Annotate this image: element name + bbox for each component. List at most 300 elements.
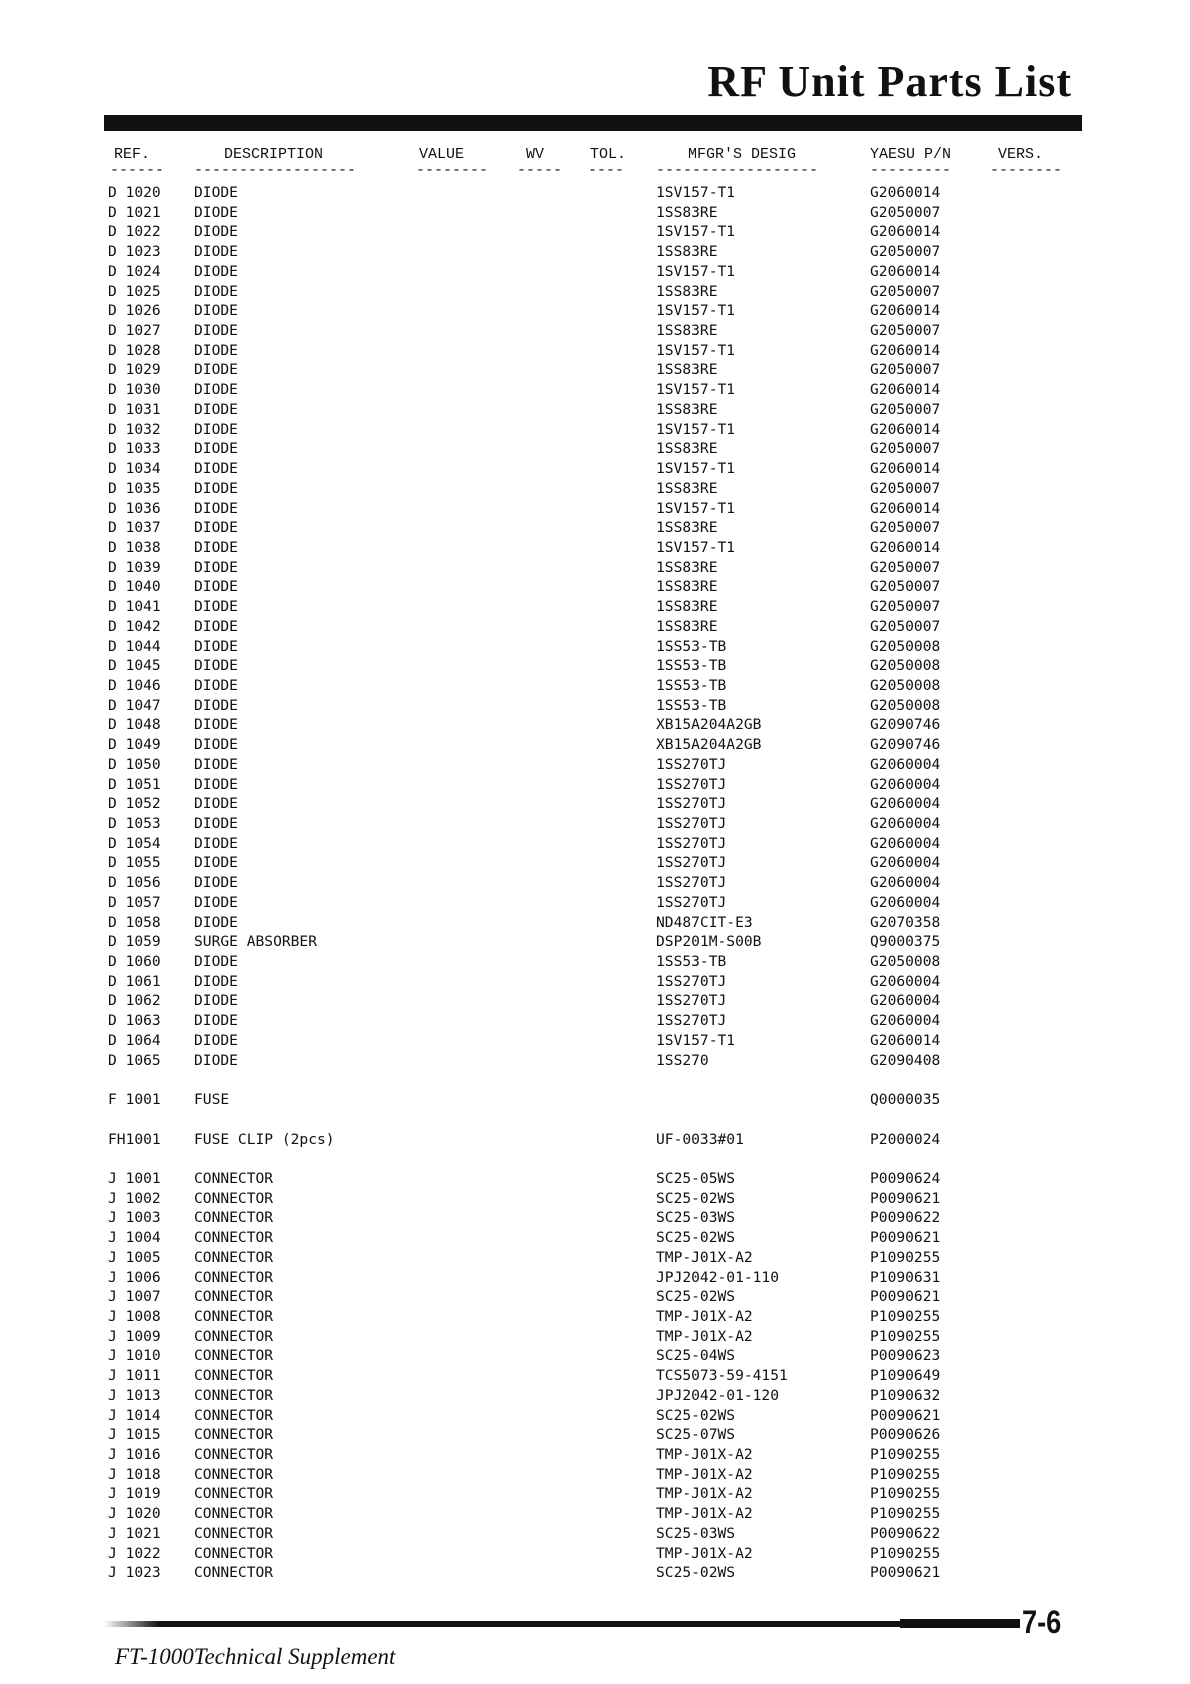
yaesu-pn-cell: Q0000035: [870, 1091, 941, 1109]
mfgr-desig-cell: SC25-02WS: [656, 1406, 736, 1424]
yaesu-pn-cell: G2050007: [870, 361, 941, 379]
mfgr-desig-cell: 1SS83RE: [656, 400, 718, 418]
table-row: [0, 360, 1190, 380]
ref-cell: D 1052: [108, 795, 161, 813]
yaesu-pn-cell: G2050007: [870, 282, 941, 300]
table-row: [0, 1386, 1190, 1406]
yaesu-pn-cell: G2060004: [870, 1012, 941, 1030]
ref-cell: D 1051: [108, 775, 161, 793]
ref-cell: J 1008: [108, 1307, 161, 1325]
ref-cell: D 1021: [108, 203, 161, 221]
mfgr-desig-cell: 1SS53-TB: [656, 676, 727, 694]
ref-cell: D 1023: [108, 243, 161, 261]
description-cell: DIODE: [194, 676, 238, 694]
table-row: [0, 1090, 1190, 1110]
mfgr-desig-cell: JPJ2042-01-110: [656, 1268, 780, 1286]
description-cell: CONNECTOR: [194, 1307, 274, 1325]
yaesu-pn-cell: P2000024: [870, 1130, 941, 1148]
description-cell: DIODE: [194, 184, 238, 201]
mfgr-desig-cell: SC25-07WS: [656, 1426, 736, 1444]
ref-cell: D 1058: [108, 913, 161, 931]
table-row: [0, 1524, 1190, 1544]
yaesu-pn-cell: G2050008: [870, 696, 941, 714]
mfgr-desig-cell: TMP-J01X-A2: [656, 1465, 753, 1483]
description-cell: DIODE: [194, 479, 238, 497]
ref-cell: D 1062: [108, 992, 161, 1010]
yaesu-pn-cell: P0090621: [870, 1189, 941, 1207]
col-header-tol: TOL.: [590, 146, 627, 163]
ref-cell: D 1039: [108, 558, 161, 576]
table-row: [0, 1228, 1190, 1248]
mfgr-desig-cell: 1SV157-T1: [656, 420, 736, 438]
description-cell: DIODE: [194, 795, 238, 813]
description-cell: DIODE: [194, 617, 238, 635]
yaesu-pn-cell: G2090746: [870, 716, 941, 734]
mfgr-desig-cell: SC25-05WS: [656, 1169, 736, 1187]
table-row: [0, 637, 1190, 657]
table-row: [0, 1110, 1190, 1130]
ref-cell: D 1026: [108, 302, 161, 320]
table-row: [0, 1366, 1190, 1386]
mfgr-desig-cell: SC25-02WS: [656, 1564, 736, 1582]
ref-cell: D 1041: [108, 598, 161, 616]
description-cell: CONNECTOR: [194, 1268, 274, 1286]
description-cell: CONNECTOR: [194, 1465, 274, 1483]
yaesu-pn-cell: P0090621: [870, 1288, 941, 1306]
description-cell: DIODE: [194, 460, 238, 478]
ref-cell: D 1036: [108, 499, 161, 517]
description-cell: DIODE: [194, 440, 238, 458]
ref-cell: J 1009: [108, 1327, 161, 1345]
ref-cell: D 1055: [108, 854, 161, 872]
description-cell: CONNECTOR: [194, 1367, 274, 1385]
mfgr-desig-cell: SC25-02WS: [656, 1229, 736, 1247]
ref-cell: D 1045: [108, 657, 161, 675]
table-row: [0, 439, 1190, 459]
mfgr-desig-cell: 1SS83RE: [656, 479, 718, 497]
ref-cell: F 1001: [108, 1091, 161, 1109]
table-row: [0, 1445, 1190, 1465]
col-header-value: VALUE: [419, 146, 465, 163]
table-row: [0, 617, 1190, 637]
ref-cell: D 1049: [108, 736, 161, 754]
table-row: [0, 1169, 1190, 1189]
mfgr-desig-cell: 1SS83RE: [656, 558, 718, 576]
ref-cell: J 1006: [108, 1268, 161, 1286]
mfgr-desig-cell: 1SS270TJ: [656, 1012, 727, 1030]
yaesu-pn-cell: P1090255: [870, 1248, 941, 1266]
col-rule-value: --------: [416, 162, 489, 179]
table-row: [0, 459, 1190, 479]
mfgr-desig-cell: 1SS83RE: [656, 322, 718, 340]
yaesu-pn-cell: G2050008: [870, 953, 941, 971]
ref-cell: D 1032: [108, 420, 161, 438]
mfgr-desig-cell: 1SV157-T1: [656, 460, 736, 478]
description-cell: FUSE: [194, 1091, 230, 1109]
table-row: [0, 853, 1190, 873]
mfgr-desig-cell: 1SS270TJ: [656, 874, 727, 892]
mfgr-desig-cell: 1SS83RE: [656, 578, 718, 596]
description-cell: CONNECTOR: [194, 1386, 274, 1404]
yaesu-pn-cell: G2050007: [870, 519, 941, 537]
table-row: [0, 735, 1190, 755]
description-cell: CONNECTOR: [194, 1426, 274, 1444]
ref-cell: D 1059: [108, 933, 161, 951]
description-cell: DIODE: [194, 558, 238, 576]
ref-cell: J 1007: [108, 1288, 161, 1306]
yaesu-pn-cell: G2050007: [870, 203, 941, 221]
table-row: [0, 380, 1190, 400]
description-cell: CONNECTOR: [194, 1406, 274, 1424]
mfgr-desig-cell: 1SS53-TB: [656, 657, 727, 675]
description-cell: DIODE: [194, 598, 238, 616]
ref-cell: D 1053: [108, 815, 161, 832]
table-row: [0, 1307, 1190, 1327]
mfgr-desig-cell: TMP-J01X-A2: [656, 1307, 753, 1325]
mfgr-desig-cell: JPJ2042-01-120: [656, 1386, 780, 1404]
mfgr-desig-cell: UF-0033#01: [656, 1130, 744, 1148]
mfgr-desig-cell: TMP-J01X-A2: [656, 1505, 753, 1523]
ref-cell: D 1044: [108, 637, 161, 655]
table-row: [0, 242, 1190, 262]
table-row: [0, 1208, 1190, 1228]
ref-cell: D 1064: [108, 1031, 161, 1049]
ref-cell: D 1060: [108, 953, 161, 971]
description-cell: DIODE: [194, 815, 238, 832]
description-cell: DIODE: [194, 203, 238, 221]
ref-cell: D 1025: [108, 282, 161, 300]
col-header-mfgr: MFGR'S DESIG: [688, 146, 797, 163]
mfgr-desig-cell: 1SV157-T1: [656, 341, 736, 359]
mfgr-desig-cell: 1SS83RE: [656, 519, 718, 537]
table-row: [0, 1051, 1190, 1071]
ref-cell: D 1040: [108, 578, 161, 596]
col-header-vers: VERS.: [998, 146, 1044, 163]
description-cell: DIODE: [194, 972, 238, 990]
description-cell: DIODE: [194, 953, 238, 971]
table-row: [0, 775, 1190, 795]
yaesu-pn-cell: P0090621: [870, 1229, 941, 1247]
description-cell: DIODE: [194, 302, 238, 320]
ref-cell: D 1022: [108, 223, 161, 241]
page-number: 7-6: [1022, 1604, 1062, 1640]
yaesu-pn-cell: G2050007: [870, 578, 941, 596]
table-row: [0, 1189, 1190, 1209]
mfgr-desig-cell: XB15A204A2GB: [656, 736, 762, 754]
mfgr-desig-cell: 1SV157-T1: [656, 302, 736, 320]
yaesu-pn-cell: Q9000375: [870, 933, 941, 951]
mfgr-desig-cell: XB15A204A2GB: [656, 716, 762, 734]
yaesu-pn-cell: G2060014: [870, 302, 941, 320]
yaesu-pn-cell: G2060014: [870, 381, 941, 399]
ref-cell: J 1021: [108, 1524, 161, 1542]
page-title: RF Unit Parts List: [707, 57, 1072, 106]
yaesu-pn-cell: P0090621: [870, 1564, 941, 1582]
table-row: [0, 814, 1190, 834]
table-row: [0, 932, 1190, 952]
yaesu-pn-cell: G2050007: [870, 598, 941, 616]
table-row: [0, 262, 1190, 282]
table-row: [0, 1327, 1190, 1347]
yaesu-pn-cell: P1090255: [870, 1307, 941, 1325]
yaesu-pn-cell: G2060014: [870, 1031, 941, 1049]
yaesu-pn-cell: G2060004: [870, 815, 941, 832]
table-row: [0, 873, 1190, 893]
yaesu-pn-cell: P1090255: [870, 1465, 941, 1483]
mfgr-desig-cell: 1SS270TJ: [656, 893, 727, 911]
ref-cell: FH1001: [108, 1130, 161, 1148]
description-cell: DIODE: [194, 499, 238, 517]
yaesu-pn-cell: G2050007: [870, 243, 941, 261]
table-row: [0, 518, 1190, 538]
yaesu-pn-cell: G2050007: [870, 400, 941, 418]
ref-cell: D 1035: [108, 479, 161, 497]
table-row: [0, 400, 1190, 420]
col-rule-ref: ------: [110, 162, 165, 179]
table-row: [0, 972, 1190, 992]
table-row: [0, 1504, 1190, 1524]
description-cell: DIODE: [194, 913, 238, 931]
description-cell: DIODE: [194, 578, 238, 596]
description-cell: CONNECTOR: [194, 1485, 274, 1503]
yaesu-pn-cell: G2060014: [870, 499, 941, 517]
yaesu-pn-cell: G2060004: [870, 992, 941, 1010]
col-header-pn: YAESU P/N: [870, 146, 952, 163]
ref-cell: J 1019: [108, 1485, 161, 1503]
yaesu-pn-cell: G2050008: [870, 657, 941, 675]
table-row: [0, 499, 1190, 519]
description-cell: DIODE: [194, 1012, 238, 1030]
yaesu-pn-cell: G2050008: [870, 637, 941, 655]
table-row: [0, 1465, 1190, 1485]
mfgr-desig-cell: 1SS270TJ: [656, 972, 727, 990]
yaesu-pn-cell: G2060014: [870, 460, 941, 478]
description-cell: CONNECTOR: [194, 1564, 274, 1582]
ref-cell: D 1042: [108, 617, 161, 635]
table-row: [0, 1011, 1190, 1031]
mfgr-desig-cell: 1SS270TJ: [656, 834, 727, 852]
yaesu-pn-cell: G2060014: [870, 420, 941, 438]
ref-cell: D 1020: [108, 184, 161, 201]
ref-cell: D 1065: [108, 1051, 161, 1069]
ref-cell: D 1024: [108, 262, 161, 280]
yaesu-pn-cell: P1090632: [870, 1386, 941, 1404]
description-cell: DIODE: [194, 893, 238, 911]
ref-cell: J 1005: [108, 1248, 161, 1266]
description-cell: DIODE: [194, 361, 238, 379]
yaesu-pn-cell: P1090255: [870, 1505, 941, 1523]
description-cell: DIODE: [194, 854, 238, 872]
description-cell: DIODE: [194, 322, 238, 340]
table-row: [0, 1563, 1190, 1583]
description-cell: CONNECTOR: [194, 1248, 274, 1266]
description-cell: DIODE: [194, 381, 238, 399]
description-cell: CONNECTOR: [194, 1288, 274, 1306]
mfgr-desig-cell: TMP-J01X-A2: [656, 1485, 753, 1503]
mfgr-desig-cell: 1SS270TJ: [656, 992, 727, 1010]
ref-cell: J 1001: [108, 1169, 161, 1187]
mfgr-desig-cell: 1SS270TJ: [656, 854, 727, 872]
yaesu-pn-cell: G2060004: [870, 834, 941, 852]
ref-cell: D 1033: [108, 440, 161, 458]
table-row: [0, 222, 1190, 242]
ref-cell: D 1050: [108, 755, 161, 773]
table-row: [0, 203, 1190, 223]
mfgr-desig-cell: 1SV157-T1: [656, 381, 736, 399]
mfgr-desig-cell: 1SV157-T1: [656, 499, 736, 517]
col-rule-tol: ----: [588, 162, 625, 179]
mfgr-desig-cell: DSP201M-S00B: [656, 933, 762, 951]
description-cell: DIODE: [194, 420, 238, 438]
table-row: [0, 893, 1190, 913]
mfgr-desig-cell: TCS5073-59-4151: [656, 1367, 788, 1385]
table-row: [0, 1031, 1190, 1051]
mfgr-desig-cell: TMP-J01X-A2: [656, 1446, 753, 1463]
table-row: [0, 1149, 1190, 1169]
ref-cell: D 1034: [108, 460, 161, 478]
mfgr-desig-cell: 1SV157-T1: [656, 184, 736, 201]
table-row: [0, 341, 1190, 361]
yaesu-pn-cell: P1090649: [870, 1367, 941, 1385]
mfgr-desig-cell: SC25-03WS: [656, 1524, 736, 1542]
mfgr-desig-cell: SC25-02WS: [656, 1288, 736, 1306]
description-cell: CONNECTOR: [194, 1347, 274, 1365]
description-cell: DIODE: [194, 341, 238, 359]
yaesu-pn-cell: P1090631: [870, 1268, 941, 1286]
table-row: [0, 183, 1190, 203]
yaesu-pn-cell: G2060014: [870, 538, 941, 556]
description-cell: DIODE: [194, 755, 238, 773]
ref-cell: J 1018: [108, 1465, 161, 1483]
table-row: [0, 420, 1190, 440]
yaesu-pn-cell: P1090255: [870, 1327, 941, 1345]
yaesu-pn-cell: P1090255: [870, 1485, 941, 1503]
table-row: [0, 1425, 1190, 1445]
ref-cell: D 1037: [108, 519, 161, 537]
ref-cell: D 1057: [108, 893, 161, 911]
mfgr-desig-cell: 1SS83RE: [656, 598, 718, 616]
table-row: [0, 991, 1190, 1011]
ref-cell: D 1031: [108, 400, 161, 418]
yaesu-pn-cell: G2050007: [870, 479, 941, 497]
mfgr-desig-cell: 1SS83RE: [656, 282, 718, 300]
table-row: [0, 1268, 1190, 1288]
mfgr-desig-cell: 1SS83RE: [656, 203, 718, 221]
table-row: [0, 538, 1190, 558]
yaesu-pn-cell: G2060014: [870, 223, 941, 241]
ref-cell: D 1038: [108, 538, 161, 556]
ref-cell: J 1023: [108, 1564, 161, 1582]
ref-cell: D 1056: [108, 874, 161, 892]
description-cell: DIODE: [194, 519, 238, 537]
description-cell: CONNECTOR: [194, 1505, 274, 1523]
mfgr-desig-cell: 1SV157-T1: [656, 262, 736, 280]
mfgr-desig-cell: 1SV157-T1: [656, 538, 736, 556]
description-cell: CONNECTOR: [194, 1327, 274, 1345]
description-cell: DIODE: [194, 538, 238, 556]
yaesu-pn-cell: P1090255: [870, 1544, 941, 1562]
yaesu-pn-cell: G2050007: [870, 617, 941, 635]
mfgr-desig-cell: TMP-J01X-A2: [656, 1248, 753, 1266]
mfgr-desig-cell: 1SS83RE: [656, 243, 718, 261]
description-cell: FUSE CLIP (2pcs): [194, 1130, 335, 1148]
col-header-ref: REF.: [114, 146, 151, 163]
table-row: [0, 577, 1190, 597]
ref-cell: J 1011: [108, 1367, 161, 1385]
col-rule-pn: ---------: [870, 162, 952, 179]
yaesu-pn-cell: G2060004: [870, 755, 941, 773]
description-cell: CONNECTOR: [194, 1524, 274, 1542]
description-cell: CONNECTOR: [194, 1169, 274, 1187]
description-cell: CONNECTOR: [194, 1446, 274, 1463]
ref-cell: D 1054: [108, 834, 161, 852]
ref-cell: J 1010: [108, 1347, 161, 1365]
yaesu-pn-cell: G2050007: [870, 440, 941, 458]
table-row: [0, 321, 1190, 341]
description-cell: DIODE: [194, 992, 238, 1010]
mfgr-desig-cell: 1SS83RE: [656, 361, 718, 379]
yaesu-pn-cell: G2070358: [870, 913, 941, 931]
col-rule-description: ------------------: [194, 162, 357, 179]
ref-cell: D 1029: [108, 361, 161, 379]
table-row: [0, 282, 1190, 302]
ref-cell: D 1063: [108, 1012, 161, 1030]
mfgr-desig-cell: 1SS53-TB: [656, 953, 727, 971]
description-cell: DIODE: [194, 736, 238, 754]
yaesu-pn-cell: G2090746: [870, 736, 941, 754]
yaesu-pn-cell: P0090622: [870, 1524, 941, 1542]
yaesu-pn-cell: G2060014: [870, 262, 941, 280]
mfgr-desig-cell: 1SV157-T1: [656, 1031, 736, 1049]
description-cell: DIODE: [194, 1031, 238, 1049]
mfgr-desig-cell: 1SS270TJ: [656, 795, 727, 813]
table-row: [0, 558, 1190, 578]
mfgr-desig-cell: 1SS270: [656, 1051, 709, 1069]
mfgr-desig-cell: TMP-J01X-A2: [656, 1544, 753, 1562]
table-row: [0, 834, 1190, 854]
mfgr-desig-cell: SC25-03WS: [656, 1209, 736, 1227]
description-cell: DIODE: [194, 223, 238, 241]
table-row: [0, 301, 1190, 321]
description-cell: DIODE: [194, 637, 238, 655]
table-row: [0, 755, 1190, 775]
table-row: [0, 479, 1190, 499]
mfgr-desig-cell: 1SS270TJ: [656, 755, 727, 773]
mfgr-desig-cell: 1SV157-T1: [656, 223, 736, 241]
yaesu-pn-cell: G2050007: [870, 558, 941, 576]
description-cell: DIODE: [194, 696, 238, 714]
mfgr-desig-cell: TMP-J01X-A2: [656, 1327, 753, 1345]
parts-table-body: [0, 183, 1190, 1583]
table-row: [0, 1070, 1190, 1090]
description-cell: DIODE: [194, 400, 238, 418]
yaesu-pn-cell: G2060004: [870, 854, 941, 872]
mfgr-desig-cell: 1SS270TJ: [656, 775, 727, 793]
title-rule: [104, 115, 1082, 131]
description-cell: CONNECTOR: [194, 1189, 274, 1207]
table-row: [0, 656, 1190, 676]
ref-cell: D 1030: [108, 381, 161, 399]
col-header-wv: WV: [526, 146, 545, 163]
ref-cell: J 1016: [108, 1446, 161, 1463]
yaesu-pn-cell: G2050008: [870, 676, 941, 694]
table-row: [0, 794, 1190, 814]
description-cell: DIODE: [194, 262, 238, 280]
description-cell: CONNECTOR: [194, 1229, 274, 1247]
yaesu-pn-cell: P0090623: [870, 1347, 941, 1365]
description-cell: CONNECTOR: [194, 1209, 274, 1227]
ref-cell: D 1028: [108, 341, 161, 359]
